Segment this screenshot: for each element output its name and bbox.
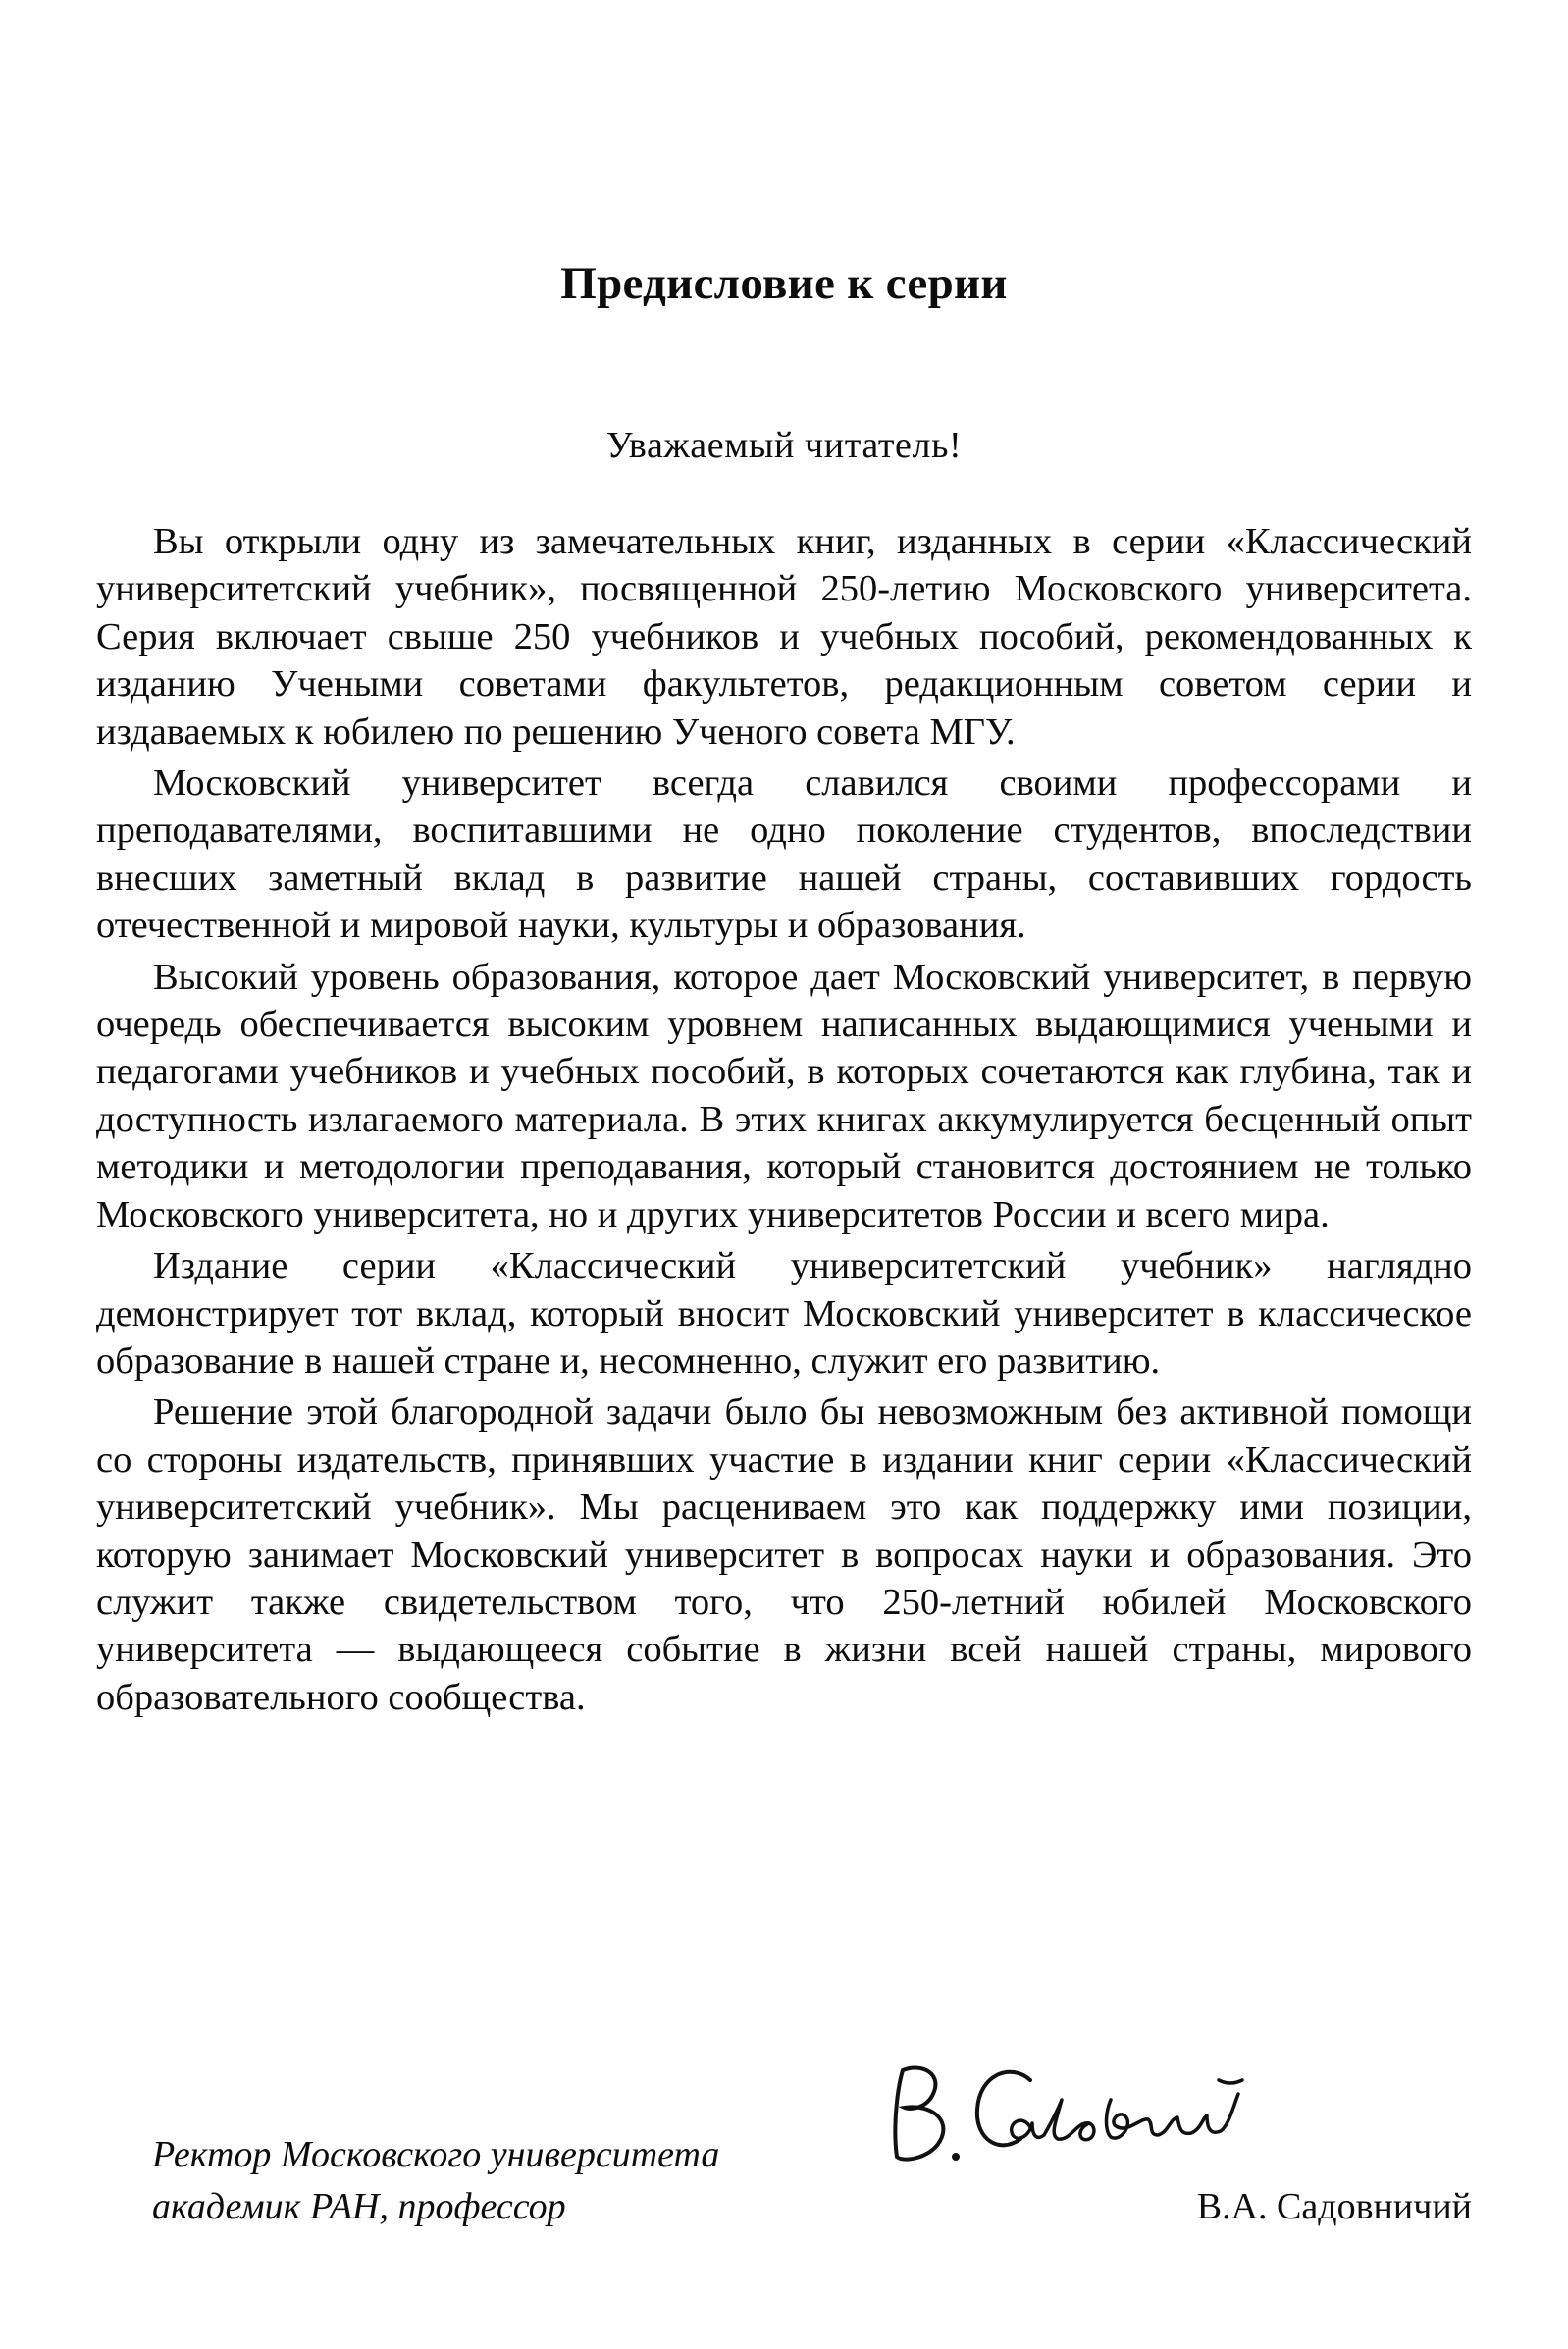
paragraph-3: Высокий уровень образования, которое дает Московский университет, в первую очередь обеспечивается высоким уровнем написанных выдающимися учеными и педагогами учебников и учебных пособий, в которых сочетаются как глубина, так и доступность излагаемого материала. В этих книгах аккумулируется бесценный опыт методики и методологии преподавания, который становится достоянием не только Московского университета, но и других университетов России и всего мира. [96,956,1472,1235]
paragraph-2: Московский университет всегда славился своими профессорами и преподавателями, воспитавшими не одно поколение студентов, впоследствии внесших заметный вклад в развитие нашей страны, составивших гордость отечественной и мировой науки, культуры и образования. [96,762,1472,947]
title-line: академик РАН, профессор [152,2186,566,2227]
position-line: Ректор Московского университета [152,2134,720,2175]
page-title: Предисловие к серии [560,258,1008,309]
salutation: Уважаемый читатель! [605,425,963,466]
body-text [96,518,1472,1725]
paragraph-5: Решение этой благородной задачи было бы невозможным без активной помощи со стороны издательств, принявших участие в издании книг серии «Классический университетский учебник». Мы расцениваем это как поддержку ими позиции, которую занимает Московский университет в вопросах науки и образования. Это служит также свидетельством того, что 250-летний юбилей Московского университета — выдающееся событие в жизни всей нашей страны, мирового образовательного сообщества. [96,1391,1472,1718]
paragraph-4: Издание серии «Классический университетский учебник» наглядно демонстрирует тот вклад, который вносит Московский университет в классическое образование в нашей стране и, несомненно, служит его развитию. [96,1245,1472,1382]
signatory-name: В.А. Садовничий [1196,2186,1472,2227]
paragraph-1: Вы открыли одну из замечательных книг, изданных в серии «Классический университетский учебник», посвященной 250-летию Московского университета. Серия включает свыше 250 учебников и учебных пособий, рекомендованных к изданию Учеными советами факультетов, редакционным советом серии и издаваемых к юбилею по решению Ученого совета МГУ. [96,521,1472,753]
signatory-position [152,2129,719,2233]
handwritten-signature-icon [883,2041,1334,2188]
